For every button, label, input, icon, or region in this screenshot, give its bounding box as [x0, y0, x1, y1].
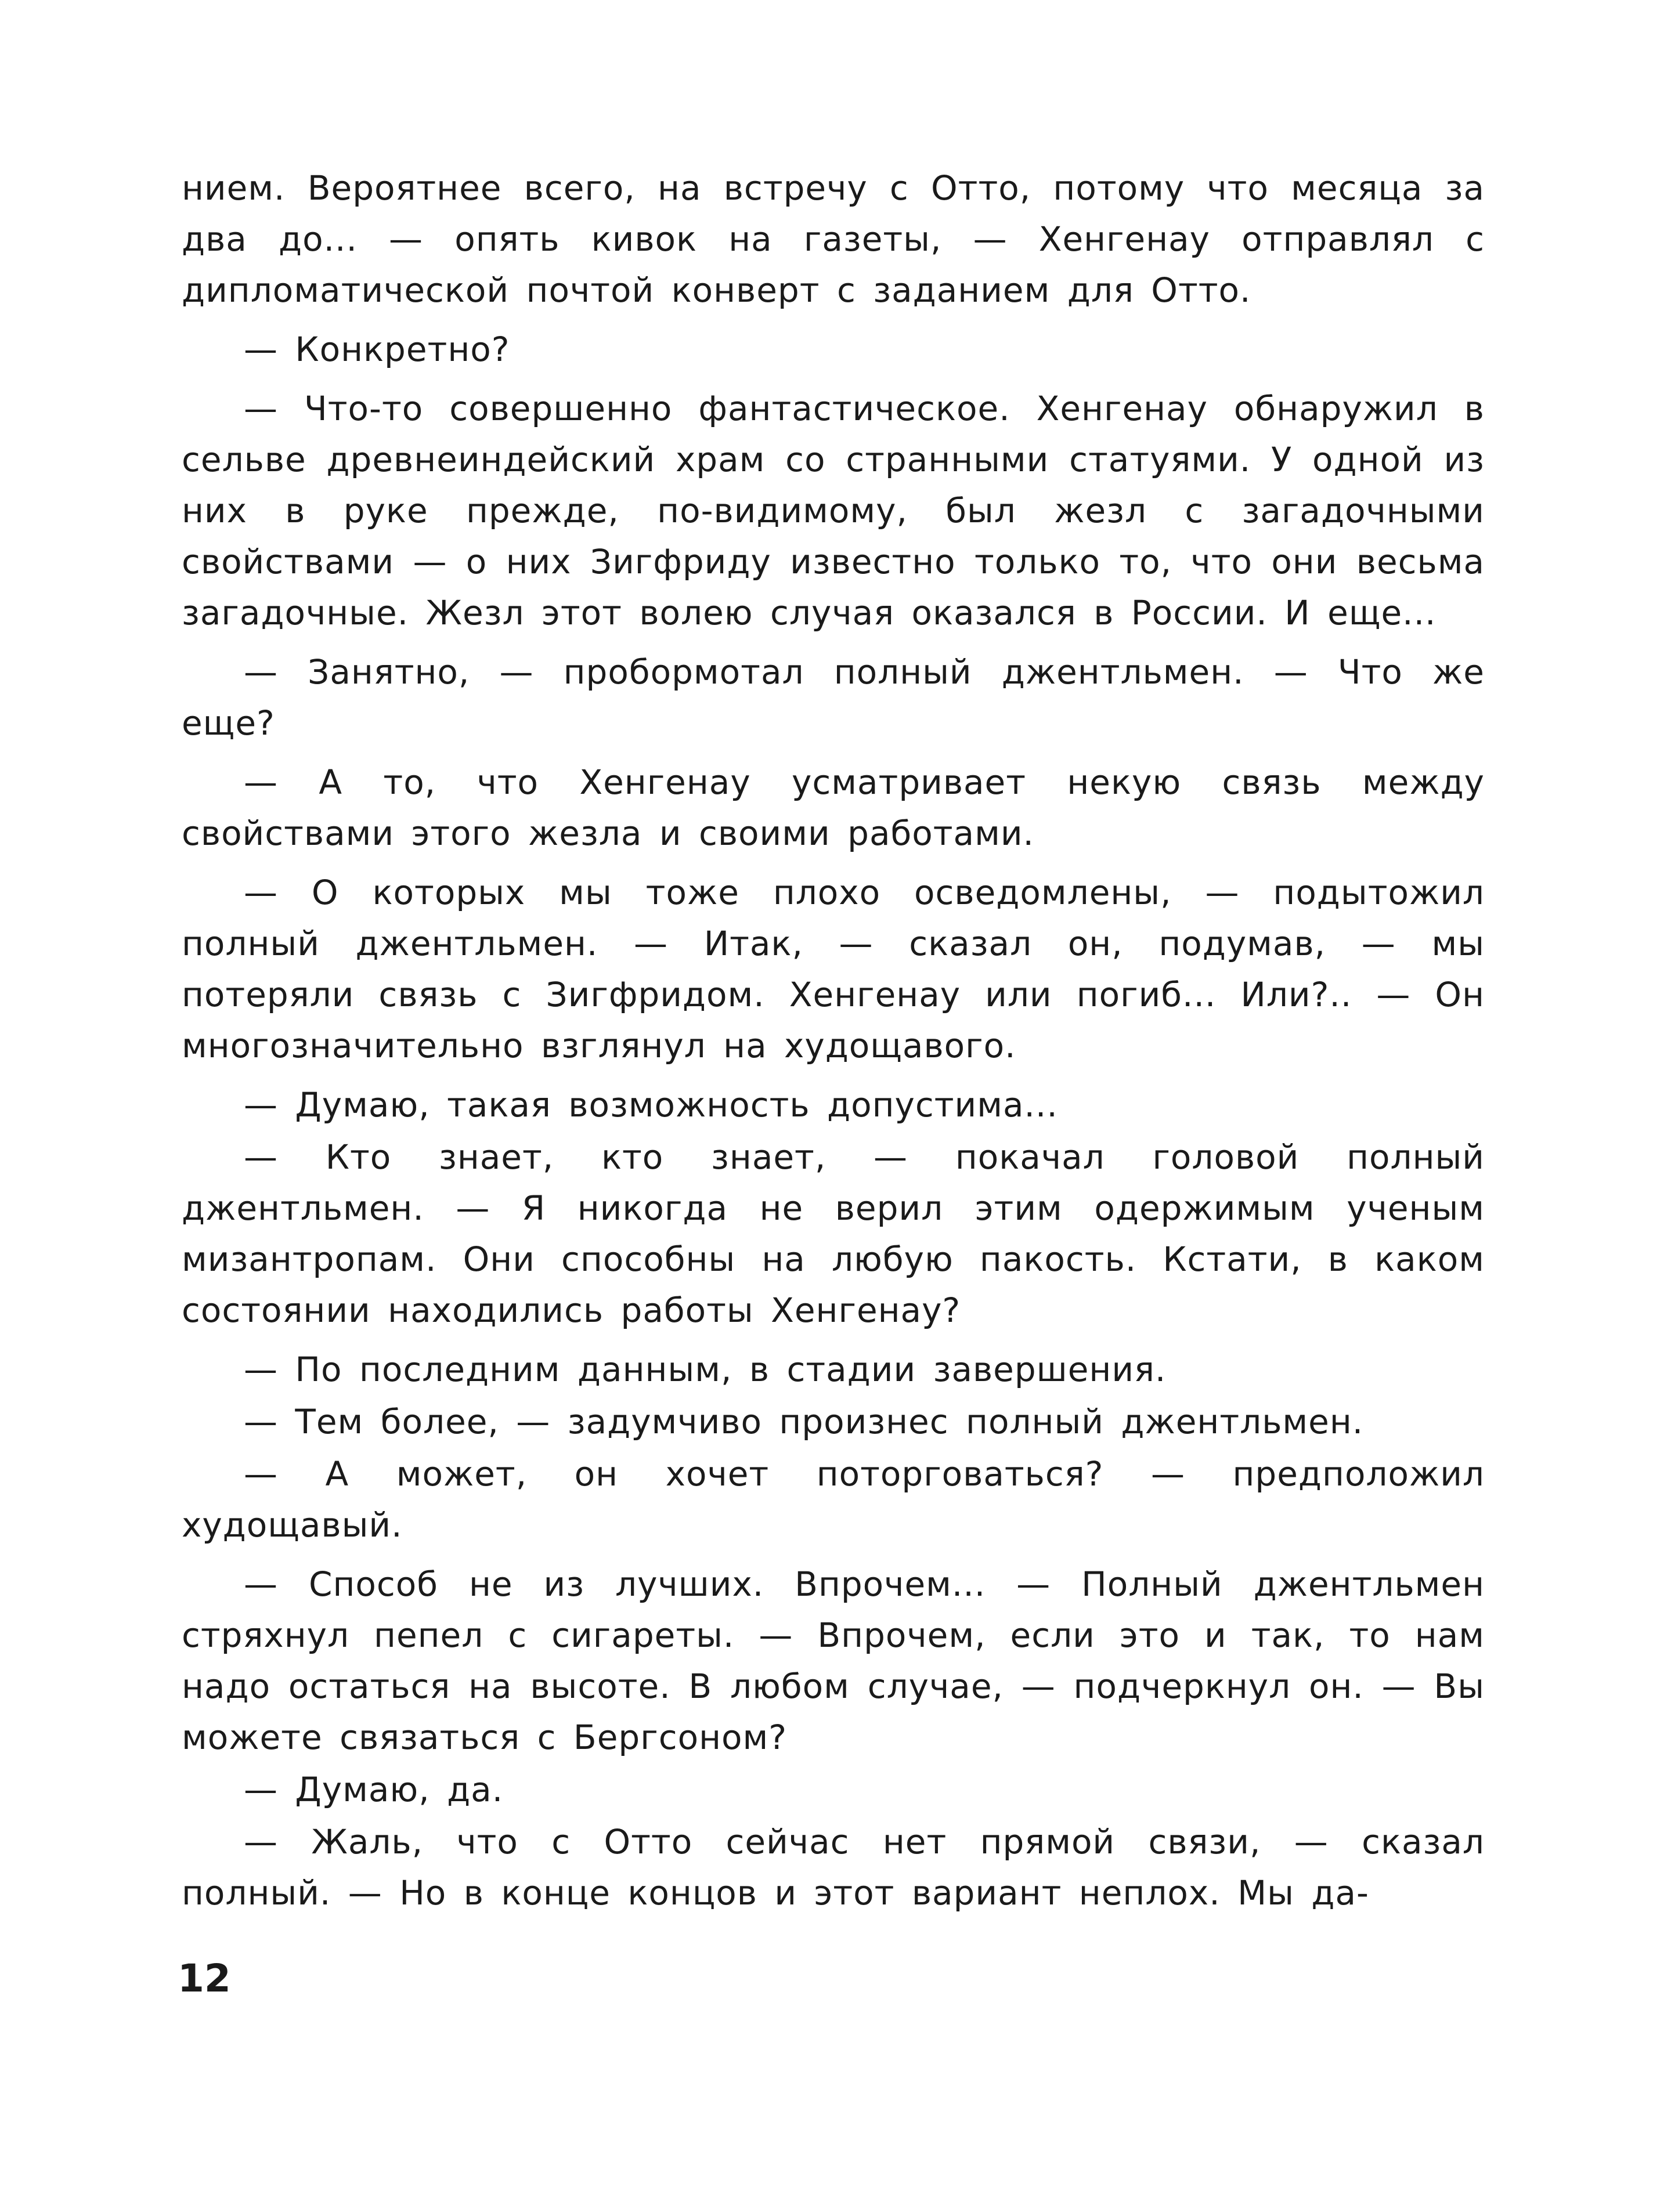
paragraph-13: — Думаю, да. — [244, 1770, 504, 1809]
paragraph-3: — Что-то совершенно фантастическое. Хенгенау обнаружил в сельве древнеиндейский храм со странными статуями. У одной из них в руке прежде, по-видимому, был жезл с загадочными свойствами — о них Зигфриду известно только то, что они весьма загадочные. Жезл этот волею случая оказался в России. И еще... — [182, 389, 1485, 632]
page-number: 12 — [178, 1956, 231, 2001]
paragraph-8: — Кто знает, кто знает, — покачал головой полный джентльмен. — Я никогда не верил этим одержимым ученым мизантропам. Они способны на любую пакость. Кстати, в каком состоянии находились работы Хенгенау? — [182, 1137, 1485, 1330]
paragraph-14: — Жаль, что с Отто сейчас нет прямой связи, — сказал полный. — Но в конце концов и этот вариант неплох. Мы да- — [182, 1822, 1485, 1913]
paragraph-12: — Способ не из лучших. Впрочем... — Полный джентльмен стряхнул пепел с сигареты. — Впрочем, если это и так, то нам надо остаться на высоте. В любом случае, — подчеркнул он. — Вы можете связаться с Бергсоном? — [182, 1564, 1485, 1757]
body-text — [182, 162, 1485, 1918]
paragraph-1: нием. Вероятнее всего, на встречу с Отто, потому что месяца за два до... — опять кивок на газеты, — Хенгенау отправлял с дипломатической почтой конверт с заданием для Отто. — [182, 168, 1485, 310]
paragraph-5: — А то, что Хенгенау усматривает некую связь между свойствами этого жезла и своими работами. — [182, 762, 1485, 853]
paragraph-9: — По последним данным, в стадии завершения. — [244, 1350, 1167, 1389]
paragraph-10: — Тем более, — задумчиво произнес полный джентльмен. — [244, 1402, 1364, 1441]
paragraph-6: — О которых мы тоже плохо осведомлены, — подытожил полный джентльмен. — Итак, — сказал он, подумав, — мы потеряли связь с Зигфридом. Хенгенау или погиб... Или?.. — Он многозначительно взглянул на худощавого. — [182, 873, 1485, 1065]
paragraph-11: — А может, он хочет поторговаться? — предположил худощавый. — [182, 1454, 1485, 1545]
paragraph-7: — Думаю, такая возможность допустима... — [244, 1085, 1058, 1125]
paragraph-4: — Занятно, — пробормотал полный джентльмен. — Что же еще? — [182, 652, 1485, 743]
paragraph-2: — Конкретно? — [244, 330, 510, 369]
